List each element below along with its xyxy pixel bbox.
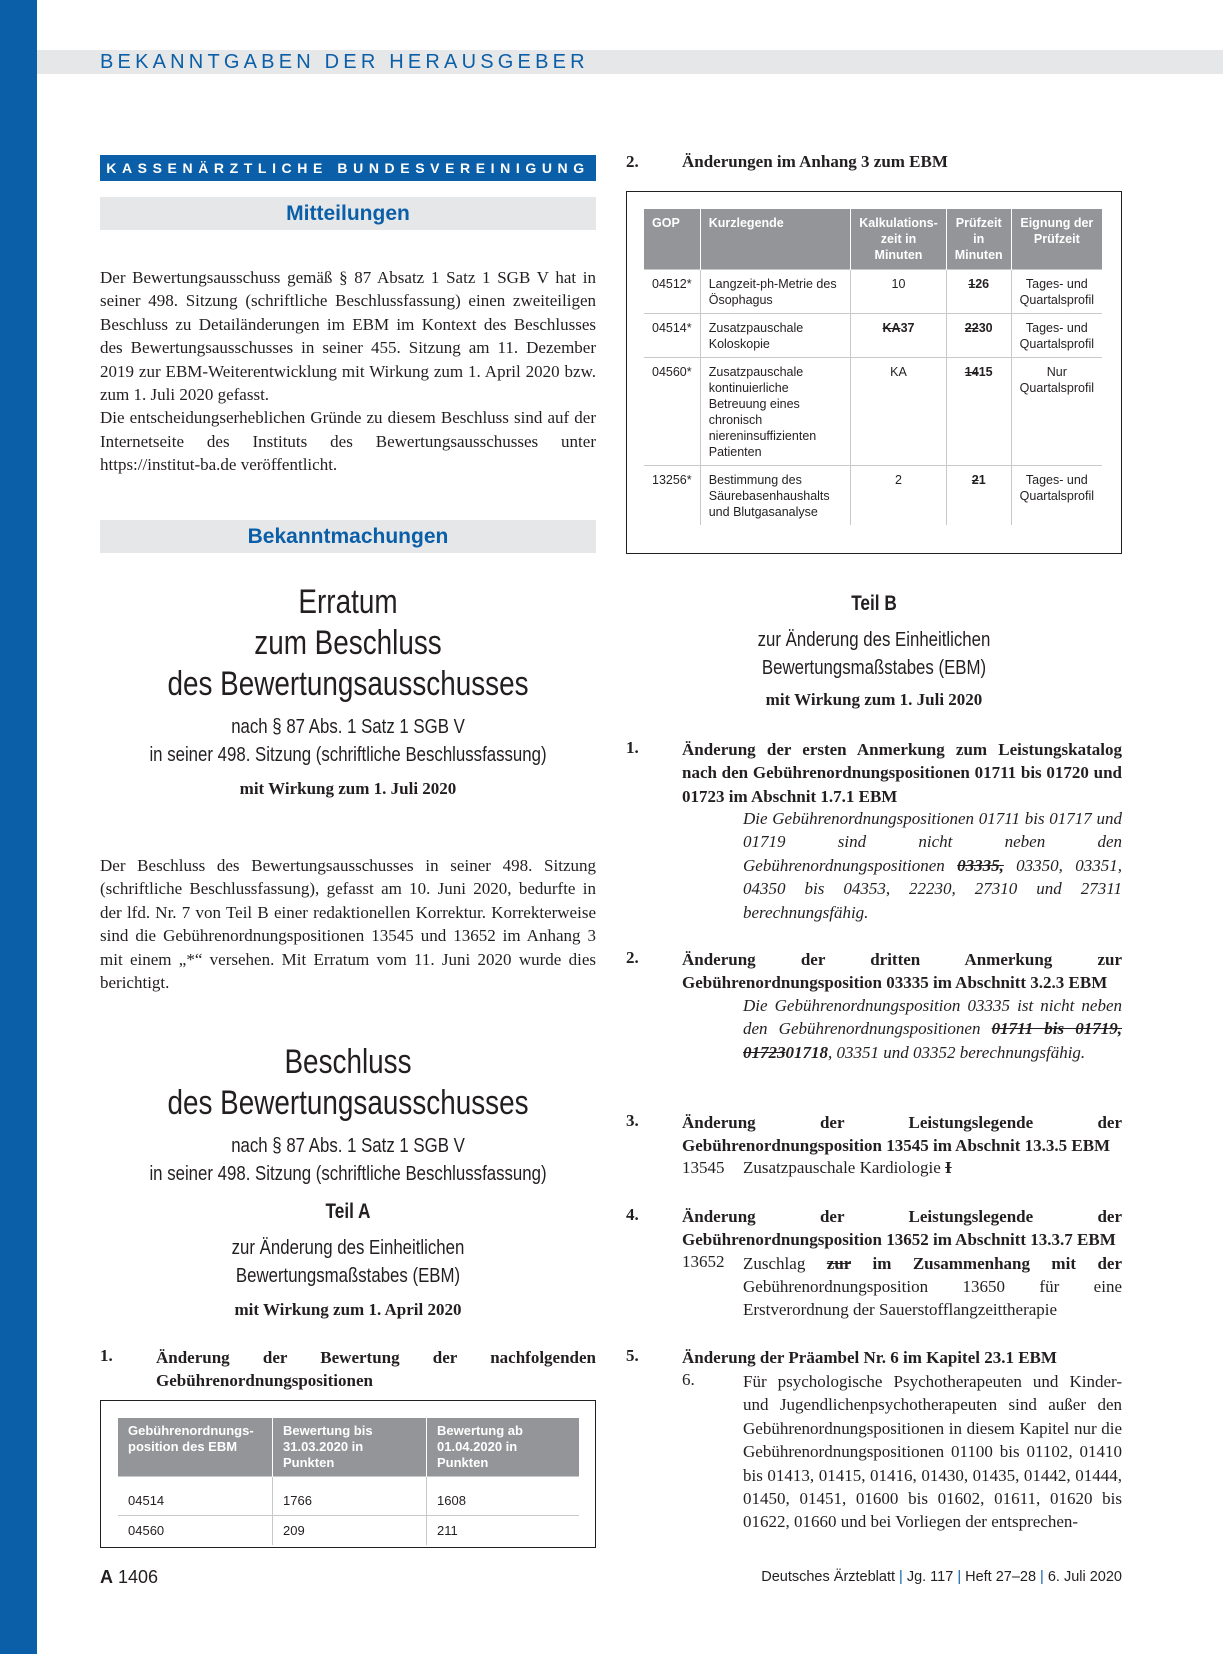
b3-code: 13545	[682, 1158, 725, 1177]
page-prefix: A	[100, 1567, 113, 1587]
bewertung-table	[118, 1418, 579, 1545]
erratum-subtitle-1: nach § 87 Abs. 1 Satz 1 SGB V	[231, 715, 465, 738]
erratum-title-3: des Bewertungsausschusses	[167, 665, 529, 703]
legend-cell: Zusatzpauschale kontinuierliche Betreuung eines chronisch niereninsuffizienten Patienten	[700, 358, 851, 466]
eignung-cell: Nur Quartalsprofil	[1011, 358, 1102, 466]
table-header: GOP	[644, 209, 700, 270]
teil-b-effective: mit Wirkung zum 1. Juli 2020	[765, 690, 983, 709]
b5-sub-number: 6.	[682, 1370, 695, 1389]
pruef-new: 26	[975, 277, 990, 291]
legend-cell: Bestimmung des Säurebasenhaushalts und Blutgasanalyse	[700, 466, 851, 526]
b1-number: 1.	[626, 738, 639, 757]
b2-text-a: Die Gebührenordnungsposition 03335 ist nicht neben den Gebührenordnungspositionen	[743, 996, 1122, 1039]
table-cell: 04560	[118, 1516, 273, 1546]
beschluss-title-1: Beschluss	[284, 1043, 412, 1081]
teil-a-subtitle: zur Änderung des Einheitlichen Bewertungsmaßstabes (EBM)	[231, 1236, 465, 1287]
legend-cell: Langzeit-ph-Metrie des Ösophagus	[700, 270, 851, 314]
table-cell: 1608	[427, 1477, 580, 1516]
erratum-subtitle-2: in seiner 498. Sitzung (schriftliche Beschlussfassung)	[149, 743, 547, 766]
pruef-cell	[946, 270, 1011, 314]
table-header: Prüfzeit in Minuten	[946, 209, 1011, 270]
b5-number: 5.	[626, 1346, 639, 1365]
table-cell: 04514	[118, 1477, 273, 1516]
anhang-table	[644, 209, 1102, 525]
b2-new: 01718	[785, 1042, 828, 1062]
pruef-old: 1	[968, 277, 976, 291]
kalk-cell: 10	[851, 270, 947, 314]
b5-title: Änderung der Präambel Nr. 6 im Kapitel 23.1 EBM	[682, 1348, 1057, 1367]
eignung-cell: Tages- und Quartalsprofil	[1011, 270, 1102, 314]
teil-b-subtitle: zur Änderung des Einheitlichen Bewertungsmaßstabes (EBM)	[757, 628, 991, 679]
anhang-table-frame	[626, 191, 1122, 554]
table-header: Eignung der Prüfzeit	[1011, 209, 1102, 270]
b1-text-a: Die Gebührenordnungspositionen 01711 bis 01717 und 01719 sind nicht neben den Gebührenordnungspositionen	[743, 809, 1122, 875]
anhang-title: Änderungen im Anhang 3 zum EBM	[682, 152, 948, 171]
table-row	[644, 466, 1102, 526]
bewertung-table-frame	[100, 1400, 596, 1548]
journal-date: 6. Juli 2020	[1047, 1569, 1122, 1585]
beschluss-subtitle-2: in seiner 498. Sitzung (schriftliche Beschlussfassung)	[149, 1162, 547, 1185]
table-header: Bewertung bis 31.03.2020 in Punkten	[273, 1418, 427, 1477]
eignung-cell: Tages- und Quartalsprofil	[1011, 314, 1102, 358]
b3-number: 3.	[626, 1111, 639, 1130]
table-cell: 211	[427, 1516, 580, 1546]
beschluss-subtitle-1: nach § 87 Abs. 1 Satz 1 SGB V	[231, 1134, 465, 1157]
section-header: BEKANNTGABEN DER HERAUSGEBER	[100, 51, 589, 73]
teil-a-effective: mit Wirkung zum 1. April 2020	[234, 1300, 462, 1319]
b1-title: Änderung der ersten Anmerkung zum Leistungskatalog nach den Gebührenordnungspositionen 01711 bis 01720 und 01723 im Abschnit 1.7.1 EBM	[682, 740, 1122, 806]
journal-issue: Heft 27–28	[965, 1569, 1037, 1585]
erratum-title-1: Erratum	[298, 583, 398, 621]
table-header: Gebührenordnungs-position des EBM	[118, 1418, 273, 1477]
table-row	[118, 1516, 579, 1546]
intro-paragraph-1: Der Bewertungsausschuss gemäß § 87 Absatz 1 Satz 1 SGB V hat in seiner 498. Sitzung (schriftliche Beschlussfassung) einen zweiteiligen Beschluss zu Detailänderungen im EBM im Kontext des Beschlusses des Bewertungsausschusses in seiner 455. Sitzung am 11. Dezember 2019 zur EBM-Weiterentwicklung mit Wirkung zum 1. April 2020 bzw. zum 1. Juli 2020 gefasst.	[100, 268, 596, 405]
pruef-new: 15	[978, 365, 993, 379]
b5-text: Für psychologische Psychotherapeuten und Kinder- und Jugendlichenpsychotherapeuten sind außer den Gebührenordnungspositionen in diesem Kapitel nur die Gebührenordnungspositionen 01100 bis 01102, 01410 bis 01413, 01415, 01416, 01430, 01435, 01442, 01444, 01450, 01451, 01600 bis 01602, 01611, 01620 bis 01622, 01660 und bei Vorliegen der entsprechen-	[743, 1372, 1122, 1532]
kalk-new: 37	[900, 321, 915, 335]
journal-footer: Deutsches Ärzteblatt | Jg. 117 | Heft 27–28 | 6. Juli 2020	[761, 1569, 1122, 1585]
intro-text	[100, 266, 596, 477]
sidebar-stripe	[0, 0, 37, 1654]
b2-title: Änderung der dritten Anmerkung zur Gebührenordnungsposition 03335 im Abschnitt 3.2.3 EBM	[682, 950, 1122, 993]
table-cell: 209	[273, 1516, 427, 1546]
table-header: Bewertung ab 01.04.2020 in Punkten	[427, 1418, 580, 1477]
pruef-old: 14	[964, 365, 979, 379]
b1-text-b: 03350, 03351, 04350 bis 04353, 22230, 27310 und 27311 berechnungsfähig.	[743, 855, 1122, 922]
b2-text	[743, 994, 1122, 1064]
b3-text	[743, 1158, 952, 1178]
intro-paragraph-2: Die entscheidungserheblichen Gründe zu diesem Beschluss sind auf der Internetseite des Instituts des Bewertungsausschusses unter https://institut-ba.de veröffentlicht.	[100, 408, 596, 475]
b1-text	[743, 807, 1122, 924]
erratum-title-2: zum Beschluss	[254, 624, 442, 662]
page-num: 1406	[118, 1567, 159, 1587]
kalk-cell: 2	[851, 466, 947, 526]
legend-cell: Zusatzpauschale Koloskopie	[700, 314, 851, 358]
table-row	[644, 314, 1102, 358]
kalk-cell	[851, 314, 947, 358]
b4-strike: zur	[826, 1254, 852, 1273]
b2-strike: 01711 bis 01719, 01723	[743, 1019, 1122, 1062]
journal-volume: Jg. 117	[906, 1569, 954, 1585]
table-row	[644, 270, 1102, 314]
erratum-effective: mit Wirkung zum 1. Juli 2020	[239, 779, 457, 798]
table-row	[644, 358, 1102, 466]
b3-strike: I	[945, 1158, 952, 1177]
b4-title: Änderung der Leistungslegende der Gebührenordnungsposition 13652 im Abschnitt 13.3.7 EBM	[682, 1207, 1122, 1250]
pruef-cell	[946, 314, 1011, 358]
org-banner: KASSENÄRZTLICHE BUNDESVEREINIGUNG	[100, 155, 596, 181]
bekanntmachungen-heading: Bekanntmachungen	[100, 520, 596, 553]
right-item-2-number: 2.	[626, 152, 639, 171]
b4-text-a: Zuschlag	[743, 1254, 827, 1273]
pruef-old: 22	[964, 321, 979, 335]
gop-cell: 04560*	[644, 358, 700, 466]
erratum-text: Der Beschluss des Bewertungsausschusses in seiner 498. Sitzung (schriftliche Beschlussfassung), gefasst am 10. Juni 2020, bedurfte in der lfd. Nr. 7 von Teil B einer redaktionellen Korrektur. Korrekterweise sind die Gebührenordnungspositionen 13545 und 13652 im Anhang 3 mit einem „*“ versehen. Mit Erratum vom 11. Juni 2020 wurde dies berichtigt.	[100, 856, 596, 993]
gop-cell: 13256*	[644, 466, 700, 526]
teil-a-heading: Teil A	[325, 1200, 371, 1223]
pruef-cell	[946, 466, 1011, 526]
journal-name: Deutsches Ärzteblatt	[761, 1569, 896, 1585]
b1-strike: 03335,	[957, 855, 1004, 875]
b3-legend: Zusatzpauschale Kardiologie	[743, 1158, 946, 1177]
b4-code: 13652	[682, 1252, 725, 1271]
b4-bold: im Zusammenhang mit der	[851, 1254, 1122, 1273]
pruef-cell	[946, 358, 1011, 466]
pruef-new: 1	[978, 473, 986, 487]
table-header: Kurzlegende	[700, 209, 851, 270]
pruef-old: 2	[971, 473, 979, 487]
kalk-cell: KA	[851, 358, 947, 466]
b2-number: 2.	[626, 948, 639, 967]
b2-text-b: , 03351 und 03352 berechnungsfähig.	[828, 1042, 1086, 1062]
b3-title: Änderung der Leistungslegende der Gebührenordnungsposition 13545 im Abschnit 13.3.5 EBM	[682, 1113, 1122, 1156]
eignung-cell: Tages- und Quartalsprofil	[1011, 466, 1102, 526]
table-cell: 1766	[273, 1477, 427, 1516]
gop-cell: 04512*	[644, 270, 700, 314]
teil-b-header	[626, 590, 1122, 710]
mitteilungen-heading: Mitteilungen	[100, 197, 596, 230]
teil-b-heading: Teil B	[851, 592, 897, 615]
beschluss-header	[100, 1042, 596, 1320]
item-1-title: Änderung der Bewertung der nachfolgenden Gebührenordnungspositionen	[156, 1348, 596, 1390]
b4-line2: Gebührenordnungsposition 13650 für eine Erstverordnung der Sauerstofflangzeittherapie	[743, 1277, 1122, 1320]
page-number	[100, 1567, 158, 1588]
b4-number: 4.	[626, 1205, 639, 1224]
pruef-new: 30	[978, 321, 993, 335]
kalk-old: KA	[882, 321, 901, 335]
table-header: Kalkulations-zeit in Minuten	[851, 209, 947, 270]
b4-line1	[743, 1252, 1122, 1275]
erratum-header	[100, 582, 596, 799]
table-row	[118, 1477, 579, 1516]
gop-cell: 04514*	[644, 314, 700, 358]
beschluss-title-2: des Bewertungsausschusses	[167, 1084, 529, 1122]
item-1-number: 1.	[100, 1346, 113, 1365]
